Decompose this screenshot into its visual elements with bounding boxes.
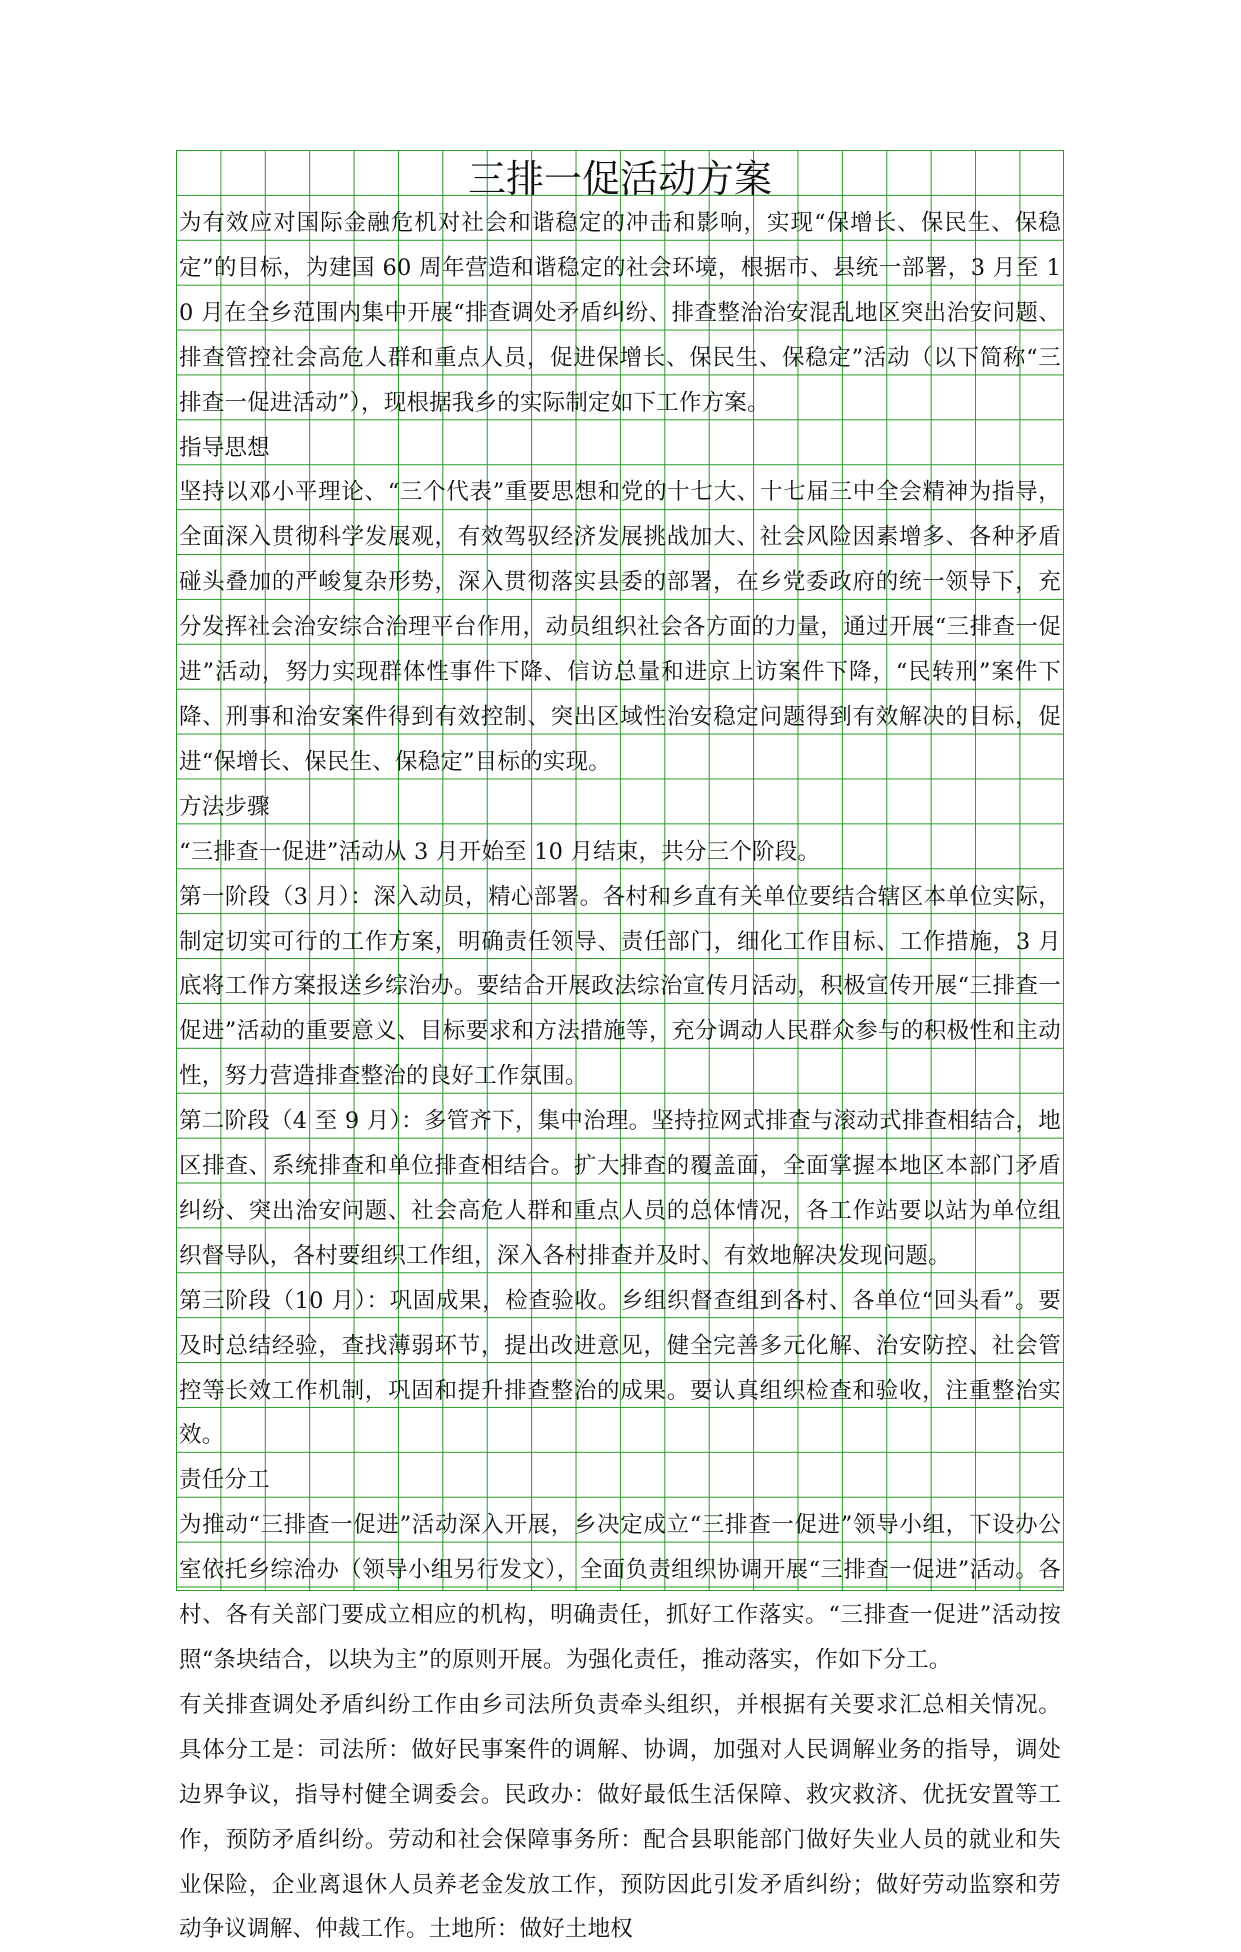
- section-heading-method-steps: 方法步骤: [179, 793, 270, 820]
- document-body: [179, 201, 1061, 1952]
- intro-paragraph: 为有效应对国际金融危机对社会和谐稳定的冲击和影响，实现“保增长、保民生、保稳定”的目标，为建国 60 周年营造和谐稳定的社会环境，根据市、县统一部署，3 月至 10 月在全乡范围内集中开展“排查调处矛盾纠纷、排查整治治安混乱地区突出治安问题、排查管控社会高危人群和重点人员，促进保增长、保民生、保稳定”活动（以下简称“三排查一促进活动”），现根据我乡的实际制定如下工作方案。: [179, 210, 1061, 416]
- stage-three-paragraph: 第三阶段（10 月）：巩固成果，检查验收。乡组织督查组到各村、各单位“回头看”。要及时总结经验，查找薄弱环节，提出改进意见，健全完善多元化解、治安防控、社会管控等长效工作机制，巩固和提升排查整治的成果。要认真组织检查和验收，注重整治实效。: [179, 1287, 1061, 1449]
- responsibility-paragraph: 为推动“三排查一促进”活动深入开展，乡决定成立“三排查一促进”领导小组，下设办公室依托乡综治办（领导小组另行发文），全面负责组织协调开展“三排查一促进”活动。各村、各有关部门要成立相应的机构，明确责任，抓好工作落实。“三排查一促进”活动按照“条块结合，以块为主”的原则开展。为强化责任，推动落实，作如下分工。: [179, 1512, 1061, 1673]
- document-title: 三排一促活动方案: [467, 157, 772, 201]
- stage-two-paragraph: 第二阶段（4 至 9 月）：多管齐下，集中治理。坚持拉网式排查与滚动式排查相结合，地区排查、系统排查和单位排查相结合。扩大排查的覆盖面，全面掌握本地区本部门矛盾纠纷、突出治安问题、社会高危人群和重点人员的总体情况，各工作站要以站为单位组织督导队，各村要组织工作组，深入各村排查并及时、有效地解决发现问题。: [179, 1108, 1061, 1269]
- grid-paper-page: [176, 150, 1064, 1943]
- guiding-ideology-paragraph: 坚持以邓小平理论、“三个代表”重要思想和党的十七大、十七届三中全会精神为指导，全面深入贯彻科学发展观，有效驾驭经济发展挑战加大、社会风险因素增多、各种矛盾碰头叠加的严峻复杂形势，深入贯彻落实县委的部署，在乡党委政府的统一领导下，充分发挥社会治安综合治理平台作用，动员组织社会各方面的力量，通过开展“三排查一促进”活动，努力实现群体性事件下降、信访总量和进京上访案件下降，“民转刑”案件下降、刑事和治安案件得到有效控制、突出区域性治安稳定问题得到有效解决的目标，促进“保增长、保民生、保稳定”目标的实现。: [179, 479, 1061, 775]
- section-heading-responsibility: 责任分工: [179, 1467, 270, 1494]
- stage-one-paragraph: 第一阶段（3 月）：深入动员，精心部署。各村和乡直有关单位要结合辖区本单位实际，制定切实可行的工作方案，明确责任领导、责任部门，细化工作目标、工作措施，3 月底将工作方案报送乡综治办。要结合开展政法综治宣传月活动，积极宣传开展“三排查一促进”活动的重要意义、目标要求和方法措施等，充分调动人民群众参与的积极性和主动性，努力营造排查整治的良好工作氛围。: [179, 883, 1061, 1090]
- method-overview-paragraph: “三排查一促进”活动从 3 月开始至 10 月结束，共分三个阶段。: [179, 838, 821, 865]
- division-of-work-paragraph: 有关排查调处矛盾纠纷工作由乡司法所负责牵头组织，并根据有关要求汇总相关情况。具体分工是：司法所：做好民事案件的调解、协调，加强对人民调解业务的指导，调处边界争议，指导村健全调委会。民政办：做好最低生活保障、救灾救济、优抚安置等工作，预防矛盾纠纷。劳动和社会保障事务所：配合县职能部门做好失业人员的就业和失业保险，企业离退休人员养老金发放工作，预防因此引发矛盾纠纷；做好劳动监察和劳动争议调解、仲裁工作。土地所：做好土地权: [179, 1691, 1061, 1943]
- section-heading-guiding-ideology: 指导思想: [179, 434, 270, 461]
